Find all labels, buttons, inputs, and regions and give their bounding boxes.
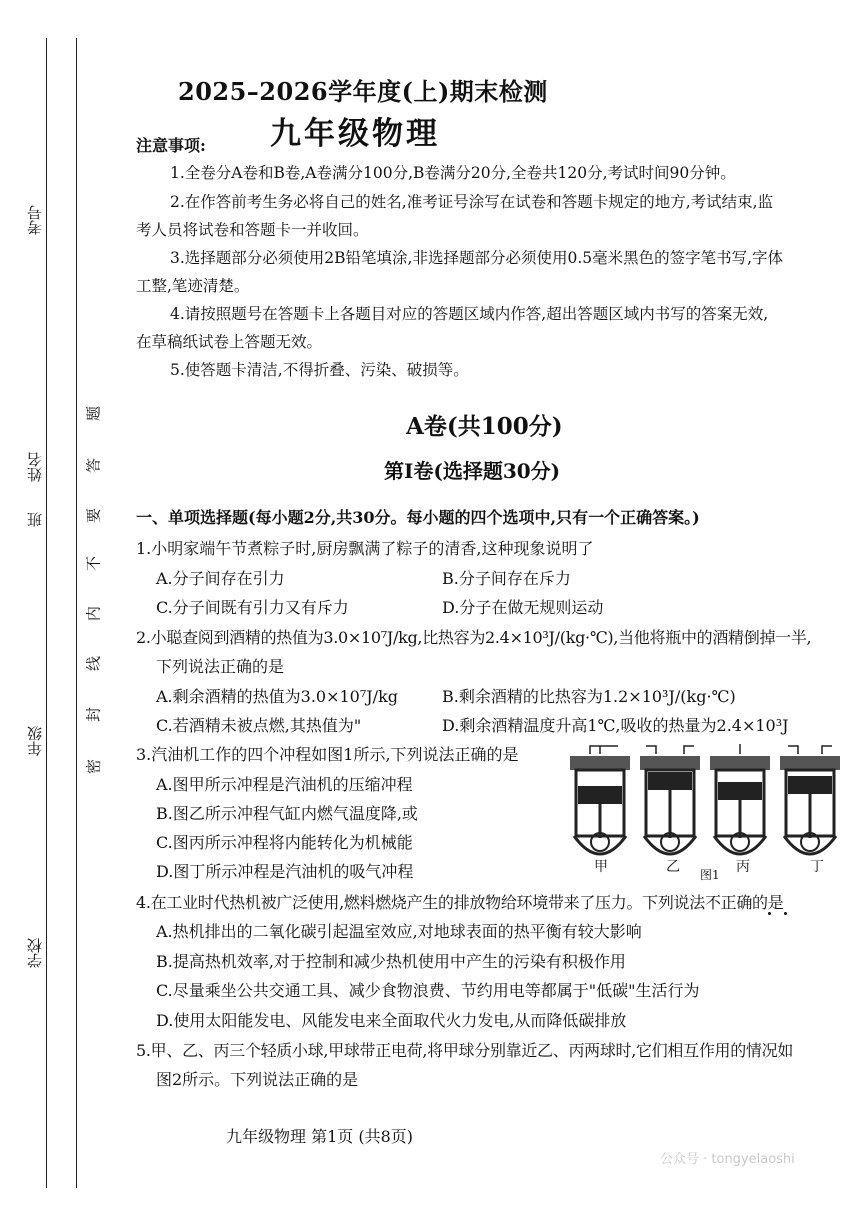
seal-char: 要 [84, 508, 103, 524]
exam-no-label: 考号 [26, 205, 44, 235]
exam-title: 2025–2026学年度(上)期末检测 [178, 77, 548, 106]
engine-stroke-ding [780, 746, 840, 854]
figure-1-engine-strokes [566, 742, 846, 882]
section-a-title: A卷(共100分) [406, 413, 563, 440]
class-label: 班 [26, 512, 44, 527]
q1-option-d: D.分子在做无规则运动 [442, 598, 604, 617]
figure-caption: 图1 [700, 868, 720, 882]
question-4-stem: 4.在工业时代热机被广泛使用,燃料燃烧产生的排放物给环境带来了压力。下列说法不正确的是 [136, 893, 784, 912]
engine-stroke-jia [570, 746, 630, 854]
q2-option-a: A.剩余酒精的热值为3.0×10⁷J/kg [156, 687, 399, 706]
name-label: 姓名 [26, 452, 44, 482]
single-choice-heading: 一、单项选择题(每小题2分,共30分。每小题的四个选项中,只有一个正确答案。) [136, 508, 700, 527]
q2-option-c: C.若酒精未被点燃,其热值为" [156, 716, 362, 735]
note-item: 3.选择题部分必须使用2B铅笔填涂,非选择题部分必须使用0.5毫米黑色的签字笔书写,字体 [170, 249, 784, 267]
notes-heading: 注意事项: [136, 136, 206, 155]
q1-option-a: A.分子间存在引力 [156, 569, 285, 588]
emphasis-dot [784, 912, 787, 915]
note-item: 在草稿纸试卷上答题无效。 [136, 333, 323, 351]
question-1-stem: 1.小明家端午节煮粽子时,厨房飘满了粽子的清香,这种现象说明了 [136, 539, 594, 558]
question-5-stem: 5.甲、乙、丙三个轻质小球,甲球带正电荷,将甲球分别靠近乙、丙两球时,它们相互作用的情况如 [136, 1041, 794, 1060]
part-1-title: 第Ⅰ卷(选择题30分) [384, 459, 561, 483]
note-item: 2.在作答前考生务必将自己的姓名,准考证号涂写在试卷和答题卡规定的地方,考试结束,监 [170, 193, 774, 211]
q1-option-c: C.分子间既有引力又有斥力 [156, 598, 349, 617]
q3-option-b: B.图乙所示冲程气缸内燃气温度降,或 [156, 804, 418, 823]
seal-char: 不 [84, 556, 103, 572]
q2-option-d: D.剩余酒精温度升高1℃,吸收的热量为2.4×10³J [442, 716, 789, 735]
question-2-stem: 2.小聪查阅到酒精的热值为3.0×10⁷J/kg,比热容为2.4×10³J/(kg·℃),当他将瓶中的酒精倒掉一半, [136, 628, 812, 647]
q3-option-d: D.图丁所示冲程是汽油机的吸气冲程 [156, 862, 414, 881]
seal-char: 内 [84, 606, 103, 622]
engine-diagram [566, 742, 846, 882]
seal-char: 答 [84, 458, 103, 474]
q4-option-b: B.提高热机效率,对于控制和减少热机使用中产生的污染有积极作用 [156, 952, 626, 971]
figure-label-jia: 甲 [594, 859, 608, 875]
subject-title: 九年级物理 [270, 116, 440, 152]
note-item: 4.请按照题号在答题卡上各题目对应的答题区域内作答,超出答题区域内书写的答案无效, [170, 305, 769, 323]
q3-option-c: C.图丙所示冲程将内能转化为机械能 [156, 833, 413, 852]
watermark: 公众号 · tongyelaoshi [660, 1152, 795, 1167]
q2-option-b: B.剩余酒精的比热容为1.2×10³J/(kg·℃) [442, 687, 736, 706]
seal-char: 线 [84, 656, 103, 672]
q3-option-a: A.图甲所示冲程是汽油机的压缩冲程 [156, 775, 413, 794]
seal-char: 封 [84, 707, 103, 723]
q1-option-b: B.分子间存在斥力 [442, 569, 571, 588]
figure-label-bing: 丙 [736, 859, 750, 875]
emphasis-dot [768, 912, 771, 915]
q4-option-a: A.热机排出的二氧化碳引起温室效应,对地球表面的热平衡有较大影响 [156, 922, 642, 941]
note-item: 考人员将试卷和答题卡一并收回。 [136, 221, 369, 239]
school-label: 学校 [26, 938, 44, 968]
question-2-stem-cont: 下列说法正确的是 [156, 657, 285, 676]
note-item: 工整,笔迹清楚。 [136, 277, 250, 295]
note-item: 5.使答题卡清洁,不得折叠、污染、破损等。 [170, 361, 469, 379]
note-item: 1.全卷分A卷和B卷,A卷满分100分,B卷满分20分,全卷共120分,考试时间90分钟。 [170, 164, 736, 182]
margin-line-inner [76, 38, 77, 1188]
seal-char: 密 [84, 759, 103, 775]
page-footer: 九年级物理 第1页 (共8页) [226, 1127, 414, 1146]
margin-line-outer [46, 38, 47, 1188]
engine-stroke-bing [710, 744, 770, 854]
seal-char: 题 [84, 406, 103, 422]
question-3-stem: 3.汽油机工作的四个冲程如图1所示,下列说法正确的是 [136, 745, 519, 764]
q4-option-c: C.尽量乘坐公共交通工具、减少食物浪费、节约用电等都属于"低碳"生活行为 [156, 981, 700, 1000]
figure-label-yi: 乙 [666, 859, 680, 875]
q4-option-d: D.使用太阳能发电、风能发电来全面取代火力发电,从而降低碳排放 [156, 1011, 627, 1030]
engine-stroke-yi [640, 746, 700, 854]
question-5-stem-cont: 图2所示。下列说法正确的是 [156, 1070, 359, 1089]
grade-label: 年级 [26, 726, 44, 756]
figure-label-ding: 丁 [810, 859, 824, 875]
